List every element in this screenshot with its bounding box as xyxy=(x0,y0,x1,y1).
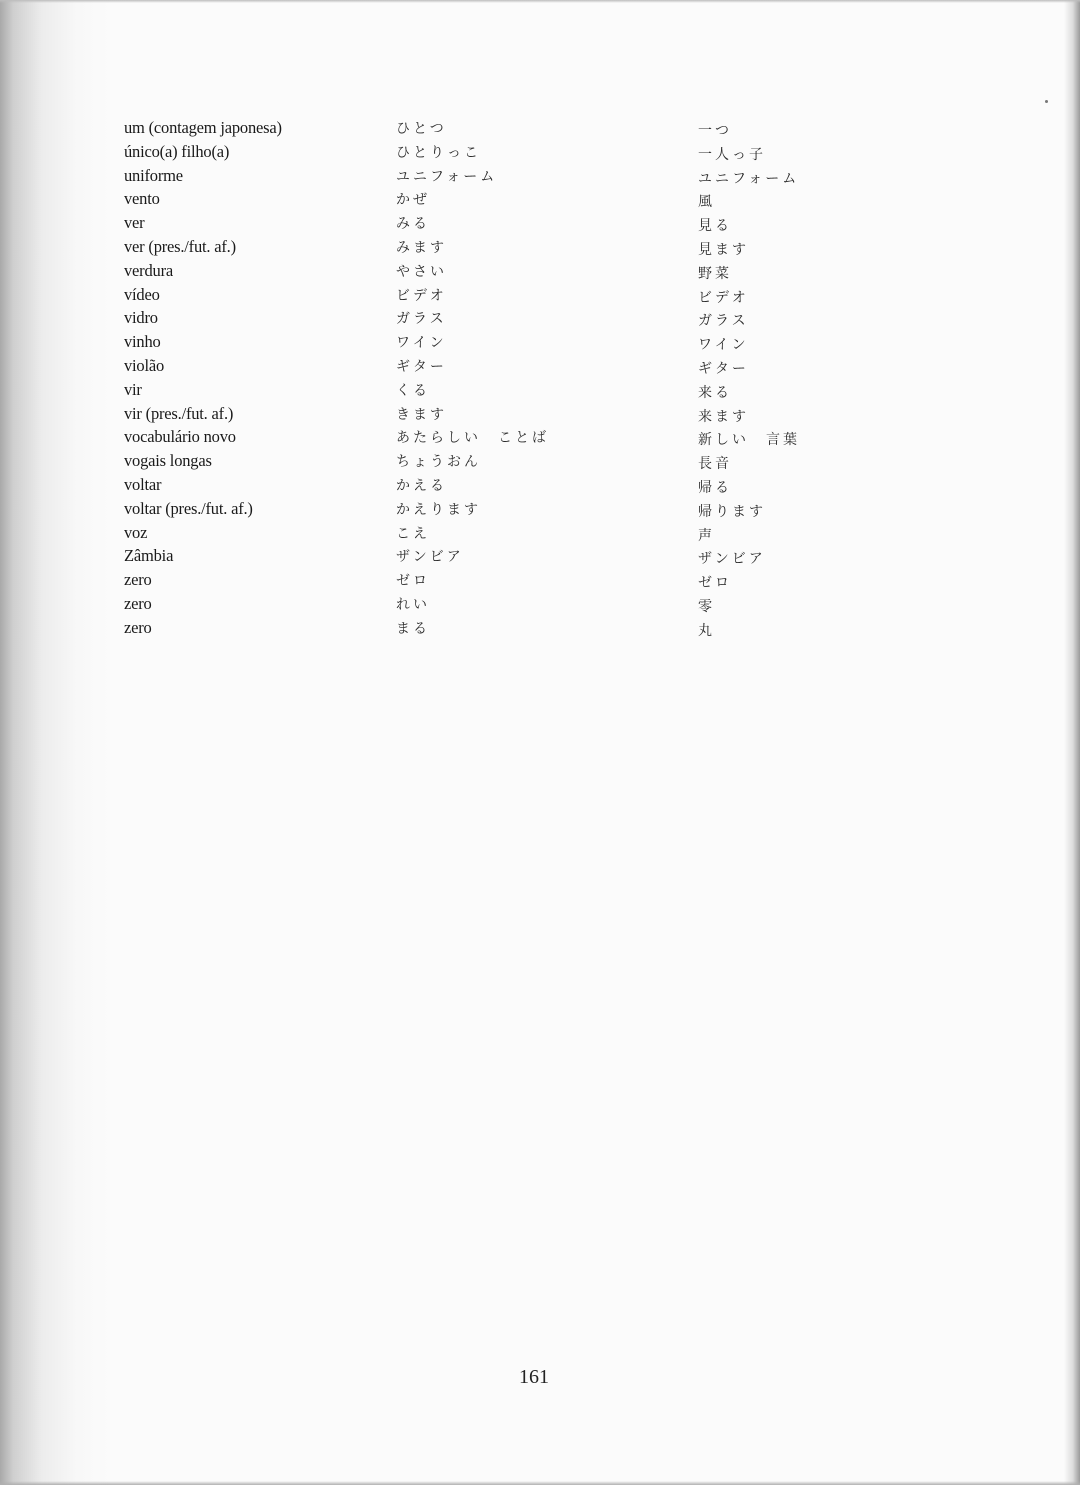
kanji-writing: 丸 xyxy=(698,622,715,639)
portuguese-term: voltar xyxy=(124,474,162,494)
kanji-writing: 見ます xyxy=(698,241,749,258)
kana-reading: ちょうおん xyxy=(396,454,481,471)
kanji-writing: 新しい 言葉 xyxy=(698,432,800,449)
portuguese-term: voltar (pres./fut. af.) xyxy=(124,498,253,518)
kanji-writing: ガラス xyxy=(698,313,749,330)
portuguese-term: voz xyxy=(124,522,148,542)
kana-reading: ゼロ xyxy=(396,573,430,590)
kanji-writing: 野菜 xyxy=(698,265,732,282)
kanji-writing: ワイン xyxy=(698,337,749,354)
portuguese-term: zero xyxy=(124,593,152,613)
kana-reading: ひとりっこ xyxy=(396,144,481,161)
portuguese-term: um (contagem japonesa) xyxy=(124,118,282,137)
kanji-writing: ゼロ xyxy=(698,575,732,592)
kana-reading: きます xyxy=(396,406,447,423)
portuguese-term: vinho xyxy=(124,332,161,352)
kana-reading: ワイン xyxy=(396,335,447,352)
kana-reading: ビデオ xyxy=(396,287,447,304)
portuguese-term: vir xyxy=(124,379,142,399)
scan-speck xyxy=(1045,100,1048,103)
kanji-writing: 一人っ子 xyxy=(698,146,766,163)
kanji-writing: 見る xyxy=(698,218,732,235)
portuguese-term: vocabulário novo xyxy=(124,427,236,447)
kanji-writing: 声 xyxy=(698,527,715,544)
kana-reading: くる xyxy=(396,382,430,399)
kana-reading: かぜ xyxy=(396,192,430,209)
kana-reading: ユニフォーム xyxy=(396,168,498,185)
page-edge-bottom xyxy=(0,1481,1080,1485)
portuguese-term: vídeo xyxy=(124,284,160,304)
page-edge-top xyxy=(0,0,1080,3)
kana-reading: まる xyxy=(396,620,430,637)
kanji-writing: 帰る xyxy=(698,479,732,496)
kanji-writing: 零 xyxy=(698,598,715,615)
portuguese-term: uniforme xyxy=(124,165,183,185)
kanji-writing: 来る xyxy=(698,384,732,401)
kana-reading: やさい xyxy=(396,263,447,280)
kana-reading: れい xyxy=(396,596,430,613)
kana-reading: ひとつ xyxy=(396,121,447,137)
kanji-writing: ギター xyxy=(698,360,749,377)
kana-reading: かえります xyxy=(396,501,481,518)
binding-shadow xyxy=(0,0,110,1485)
kanji-writing: 帰ります xyxy=(698,503,766,520)
kana-reading: かえる xyxy=(396,477,447,494)
portuguese-term: zero xyxy=(124,617,152,637)
kana-reading: ガラス xyxy=(396,311,447,328)
kana-reading: ギター xyxy=(396,358,447,375)
portuguese-term: violão xyxy=(124,355,165,375)
kanji-writing: 風 xyxy=(698,194,715,211)
portuguese-term: zero xyxy=(124,570,152,590)
portuguese-term: Zâmbia xyxy=(124,546,174,566)
portuguese-term: único(a) filho(a) xyxy=(124,141,230,161)
kanji-writing: 一つ xyxy=(698,123,732,139)
portuguese-term: ver xyxy=(124,213,145,233)
kana-reading: みます xyxy=(396,239,447,256)
kanji-writing: 来ます xyxy=(698,408,749,425)
page-edge-right xyxy=(1064,0,1080,1485)
portuguese-term: ver (pres./fut. af.) xyxy=(124,236,236,256)
kanji-writing: ザンビア xyxy=(698,551,766,568)
portuguese-term: vidro xyxy=(124,308,158,328)
portuguese-term: vogais longas xyxy=(124,451,212,471)
kana-reading: ザンビア xyxy=(396,549,464,566)
kanji-writing: ユニフォーム xyxy=(698,170,800,187)
page-number: 161 xyxy=(519,1366,549,1388)
kana-reading: みる xyxy=(396,216,430,233)
kana-reading: あたらしい ことば xyxy=(396,430,549,447)
kanji-writing: 長音 xyxy=(698,456,732,473)
kanji-writing: ビデオ xyxy=(698,289,749,306)
kana-reading: こえ xyxy=(396,525,430,542)
portuguese-term: vento xyxy=(124,189,160,209)
portuguese-term: vir (pres./fut. af.) xyxy=(124,403,234,423)
portuguese-term: verdura xyxy=(124,260,173,280)
